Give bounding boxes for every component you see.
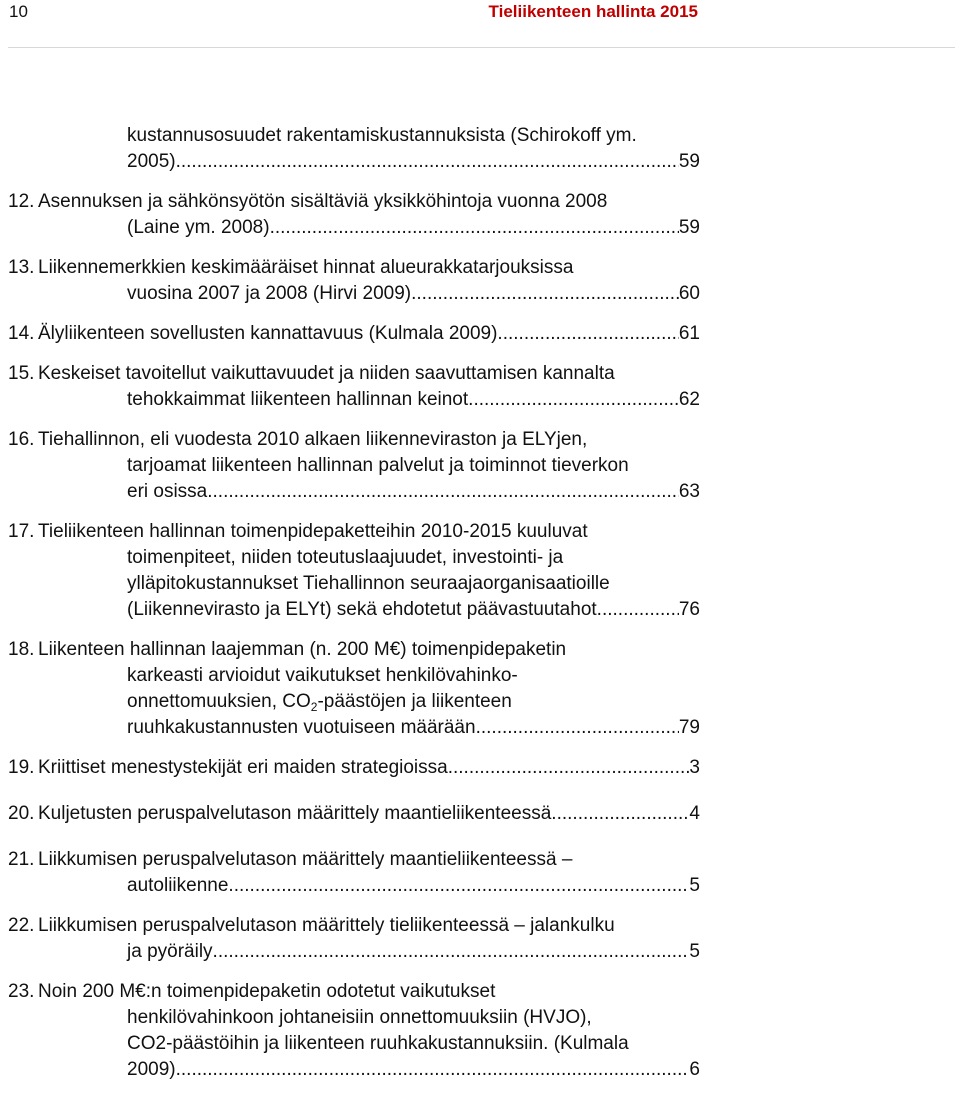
toc-entry-17[interactable] (8, 519, 700, 623)
entry-text-line: Keskeiset tavoitellut vaikuttavuudet ja niiden saavuttamisen kannalta (38, 363, 615, 384)
entry-number: 18. (8, 639, 35, 660)
running-title: Tieliikenteen hallinta 2015 (488, 2, 698, 21)
entry-text-line: kustannusosuudet rakentamiskustannuksista (Schirokoff ym. (127, 125, 637, 146)
page-reference: 5 (689, 941, 700, 962)
list-of-tables (8, 123, 700, 1083)
entry-text-line: Tieliikenteen hallinnan toimenpidepaketteihin 2010-2015 kuuluvat (38, 521, 588, 542)
entry-number: 15. (8, 363, 35, 384)
toc-entry-20[interactable] (8, 801, 700, 827)
entry-text-line-co2 (38, 689, 700, 715)
entry-text-line: henkilövahinkoon johtaneisiin onnettomuuksiin (HVJO), (127, 1007, 592, 1028)
page-header (0, 0, 960, 49)
entry-text-line: autoliikenne (127, 875, 229, 896)
page-number: 10 (9, 2, 28, 21)
entry-text-line: ruuhkakustannusten vuotuiseen määrään. (127, 717, 481, 738)
entry-number: 13. (8, 257, 35, 278)
toc-entry-13[interactable] (8, 255, 700, 307)
entry-text-line: 2005). (127, 151, 181, 172)
entry-text-line: Liikkumisen peruspalvelutason määrittely tieliikenteessä – jalankulku (38, 915, 615, 936)
toc-entry-14[interactable] (8, 321, 700, 347)
entry-text-line: toimenpiteet, niiden toteutuslaajuudet, investointi- ja (127, 547, 564, 568)
page-reference: 63 (678, 481, 700, 502)
page-reference: 3 (689, 757, 700, 778)
entry-text-fragment: onnettomuuksien, CO (127, 691, 311, 712)
entry-text-line: Älyliikenteen sovellusten kannattavuus (Kulmala 2009). (38, 323, 503, 344)
toc-entry-15[interactable] (8, 361, 700, 413)
dot-leader (181, 149, 679, 175)
toc-entry-18[interactable] (8, 637, 700, 741)
subscript-2: 2 (310, 700, 318, 714)
entry-text-line: ja pyöräily (127, 941, 213, 962)
dot-leader (228, 873, 689, 899)
dot-leader (176, 1057, 690, 1083)
toc-entry-12[interactable] (8, 189, 700, 241)
toc-entry-21[interactable] (8, 847, 700, 899)
entry-text-line: (Laine ym. 2008). (127, 217, 275, 238)
entry-text-line: Kriittiset menestystekijät eri maiden strategioissa (38, 757, 448, 778)
entry-text-line: 2009) (127, 1059, 176, 1080)
toc-entry-continuation[interactable] (8, 123, 700, 175)
page-reference: 61 (678, 323, 700, 344)
entry-number: 17. (8, 521, 35, 542)
dot-leader (503, 321, 679, 347)
entry-number: 16. (8, 429, 35, 450)
entry-text-line: Tiehallinnon, eli vuodesta 2010 alkaen liikenneviraston ja ELYjen, (38, 429, 588, 450)
entry-text-line: Liikennemerkkien keskimääräiset hinnat alueurakkatarjouksissa (38, 257, 574, 278)
dot-leader (213, 479, 679, 505)
entry-text-line: CO2-päästöihin ja liikenteen ruuhkakustannuksiin. (Kulmala (127, 1033, 629, 1054)
entry-number: 21. (8, 849, 35, 870)
page-reference: 76 (678, 599, 700, 620)
dot-leader (597, 597, 679, 623)
entry-text-line: eri osissa. (127, 481, 213, 502)
page-reference: 6 (689, 1059, 700, 1080)
entry-number: 20. (8, 803, 35, 824)
entry-text-line: Kuljetusten peruspalvelutason määrittely maantieliikenteessä (38, 803, 552, 824)
entry-number: 19. (8, 757, 35, 778)
dot-leader (551, 801, 689, 827)
toc-entry-19[interactable] (8, 755, 700, 781)
entry-text-line: vuosina 2007 ja 2008 (Hirvi 2009). (127, 283, 417, 304)
entry-text-line: tarjoamat liikenteen hallinnan palvelut ja toiminnot tieverkon (127, 455, 629, 476)
dot-leader (481, 715, 679, 741)
entry-number: 14. (8, 323, 35, 344)
entry-text-line: karkeasti arvioidut vaikutukset henkilövahinko- (127, 665, 518, 686)
entry-number: 22. (8, 915, 35, 936)
page-reference: 59 (678, 151, 700, 172)
entry-text-line: Liikenteen hallinnan laajemman (n. 200 M€) toimenpidepaketin (38, 639, 567, 660)
entry-text-fragment: -päästöjen ja liikenteen (317, 691, 512, 712)
entry-text-line: ylläpitokustannukset Tiehallinnon seuraajaorganisaatioille (127, 573, 610, 594)
page-reference: 59 (678, 217, 700, 238)
entry-text-line: Asennuksen ja sähkönsyötön sisältäviä yksikköhintoja vuonna 2008 (38, 191, 608, 212)
dot-leader (448, 755, 690, 781)
entry-number: 23. (8, 981, 35, 1002)
toc-entry-22[interactable] (8, 913, 700, 965)
page-reference: 79 (678, 717, 700, 738)
page-reference: 5 (689, 875, 700, 896)
entry-text-line: Noin 200 M€:n toimenpidepaketin odotetut vaikutukset (38, 981, 496, 1002)
page-reference: 62 (678, 389, 700, 410)
entry-text-line: Liikkumisen peruspalvelutason määrittely maantieliikenteessä – (38, 849, 573, 870)
header-divider (8, 47, 955, 48)
dot-leader (416, 281, 678, 307)
toc-entry-16[interactable] (8, 427, 700, 505)
entry-number: 12. (8, 191, 35, 212)
page-reference: 4 (689, 803, 700, 824)
dot-leader (473, 387, 678, 413)
dot-leader (213, 939, 690, 965)
dot-leader (275, 215, 679, 241)
toc-entry-23[interactable] (8, 979, 700, 1083)
entry-text-line: tehokkaimmat liikenteen hallinnan keinot. (127, 389, 474, 410)
entry-text-line: (Liikennevirasto ja ELYt) sekä ehdotetut päävastuutahot (127, 599, 597, 620)
page-reference: 60 (678, 283, 700, 304)
